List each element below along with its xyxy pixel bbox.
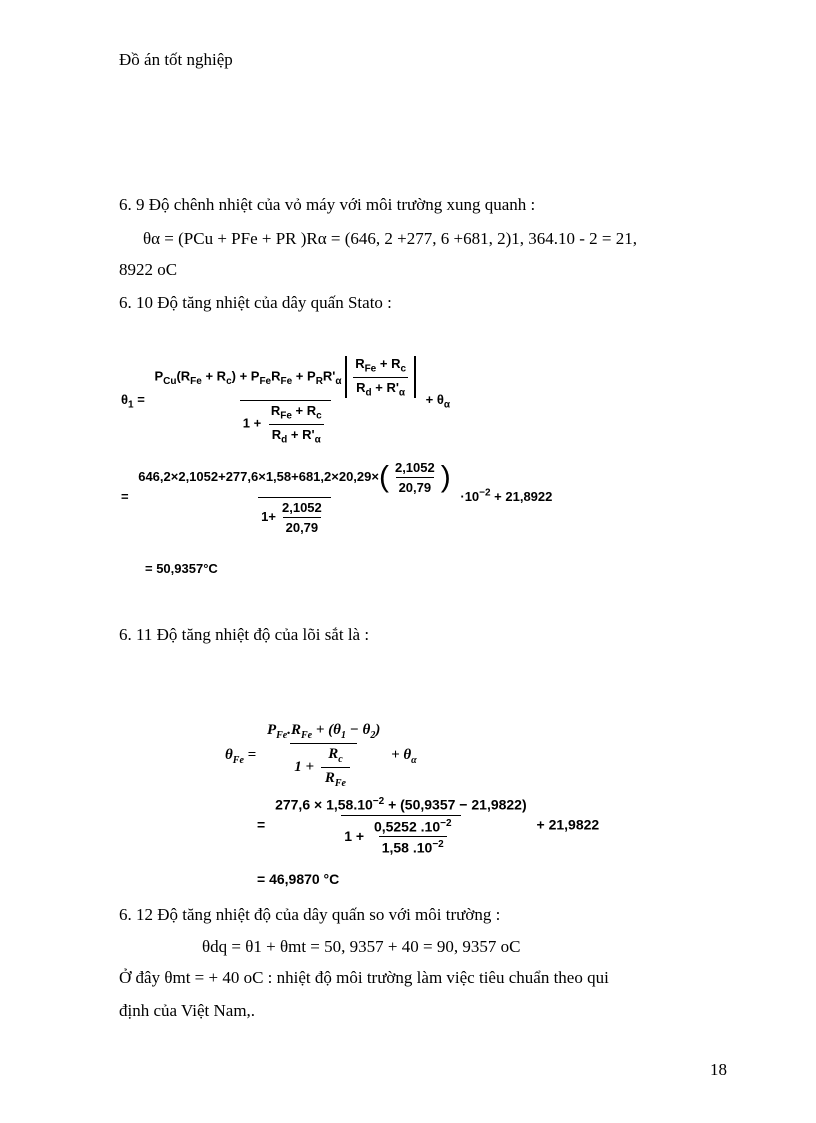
theta-fe-result: = 46,9870 °C [257,871,340,887]
section-6-9-formula: θα = (PCu + PFe + PR )Rα = (646, 2 +277, 6 +681, 2)1, 364.10 - 2 = 21, [143,229,638,248]
section-6-12-heading: 6. 12 Độ tăng nhiệt độ của dây quấn so với môi trường : [119,905,501,924]
theta1-symbolic-formula: $\theta_1$ = $P_{Cu}(R_{Fe} + R_c) + P_{Fe}R_{Fe} + P_RR'_\alpha$ $\frac{R_{Fe} + R_c}{R_d + R'_\alpha}$ 1 + $\frac{R_{Fe} + R_c}{R_d + R'_\alpha}$ + $\theta_\alpha$ [121,356,451,446]
section-6-9-heading: 6. 9 Độ chênh nhiệt của vỏ máy với môi trường xung quanh : [119,195,536,214]
section-6-12-note: Ở đây θmt = + 40 oC : nhiệt độ môi trường làm việc tiêu chuẩn theo qui [119,968,609,987]
section-6-10-heading: 6. 10 Độ tăng nhiệt của dây quấn Stato : [119,293,392,312]
theta1-substitution: = 646,2×2,1052+277,6×1,58+681,2×20,29×( $\frac{2,1052}{20,79}$ ) 1+ $\frac{2,1052}{20,79}$ $\cdot 10^{-2} + 21,8922$ [121,460,553,535]
section-6-11-heading: 6. 11 Độ tăng nhiệt độ của lõi sắt là : [119,625,370,644]
section-6-12-note-continued: định của Việt Nam,. [119,1001,256,1020]
theta-fe-substitution: = $277,6 \times 1,58.10^{-2} + (50,9357 - 21,9822)$ 1 + $\frac{0,5252 .10^{-2}}{1,58 .10^{-2}}$ + 21,9822 [257,796,600,856]
page-header: Đồ án tốt nghiệp [119,50,233,69]
section-6-9-formula-continued: 8922 oC [119,260,178,279]
theta1-result: = 50,9357°C [145,561,218,576]
page-number: 18 [710,1060,727,1079]
section-6-12-formula: θdq = θ1 + θmt = 50, 9357 + 40 = 90, 9357 oC [202,937,521,956]
theta-fe-symbolic-formula: $\theta_{Fe}$ = $P_{Fe}.R_{Fe} + (\theta_1 - \theta_2)$ 1 + $\frac{R_c}{R_{Fe}}$ + $\theta_\alpha$ [225,722,417,789]
